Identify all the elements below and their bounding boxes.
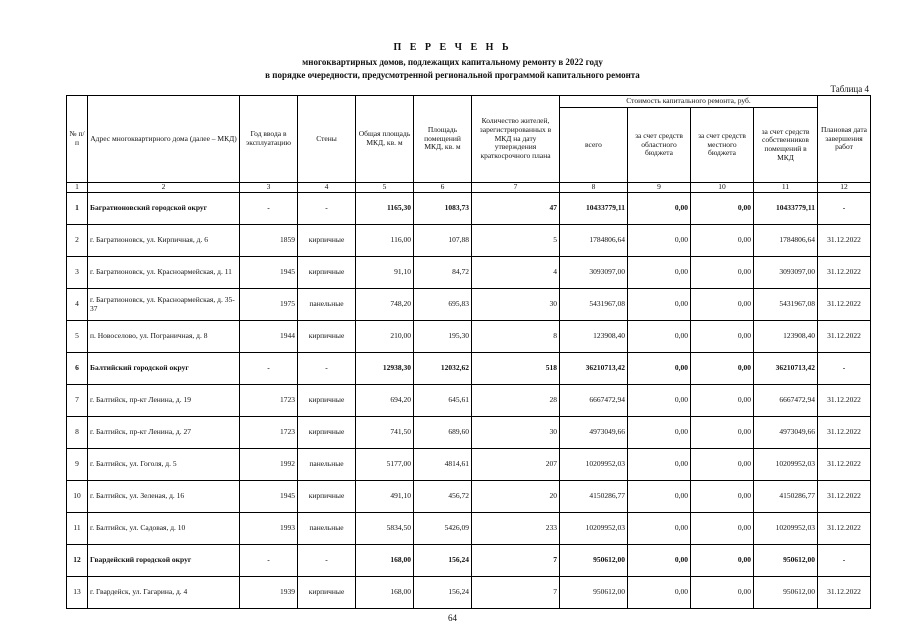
row-walls: панельные (298, 449, 356, 481)
row-cost-owners: 36210713,42 (754, 353, 818, 385)
row-address: Балтийский городской округ (88, 353, 240, 385)
row-cost-total: 123908,40 (560, 321, 628, 353)
row-cost-regional: 0,00 (628, 513, 691, 545)
row-planned-date: 31.12.2022 (818, 577, 871, 609)
row-residents: 5 (472, 225, 560, 257)
row-premises-area: 12032,62 (414, 353, 472, 385)
page-number: 64 (448, 613, 457, 623)
row-number: 1 (67, 193, 88, 225)
header-year: Год ввода в эксплуатацию (240, 96, 298, 183)
row-cost-owners: 123908,40 (754, 321, 818, 353)
row-year: - (240, 353, 298, 385)
column-number: 7 (472, 183, 560, 193)
row-planned-date: 31.12.2022 (818, 225, 871, 257)
row-address: г. Балтийск, ул. Садовая, д. 10 (88, 513, 240, 545)
row-walls: - (298, 193, 356, 225)
header-planned-date: Плановая дата завершения работ (818, 96, 871, 183)
row-address: Гвардейский городской округ (88, 545, 240, 577)
row-premises-area: 456,72 (414, 481, 472, 513)
row-year: 1993 (240, 513, 298, 545)
row-total-area: 491,10 (356, 481, 414, 513)
row-premises-area: 689,60 (414, 417, 472, 449)
row-residents: 233 (472, 513, 560, 545)
column-number-row (67, 183, 871, 193)
row-premises-area: 156,24 (414, 577, 472, 609)
row-cost-regional: 0,00 (628, 257, 691, 289)
column-number: 10 (691, 183, 754, 193)
row-cost-local: 0,00 (691, 257, 754, 289)
row-number: 9 (67, 449, 88, 481)
row-planned-date: 31.12.2022 (818, 513, 871, 545)
row-cost-regional: 0,00 (628, 449, 691, 481)
row-year: 1944 (240, 321, 298, 353)
column-number: 8 (560, 183, 628, 193)
row-total-area: 748,20 (356, 289, 414, 321)
row-planned-date: 31.12.2022 (818, 321, 871, 353)
row-cost-regional: 0,00 (628, 353, 691, 385)
row-total-area: 210,00 (356, 321, 414, 353)
column-number: 6 (414, 183, 472, 193)
row-cost-total: 950612,00 (560, 545, 628, 577)
row-address: г. Багратионовск, ул. Кирпичная, д. 6 (88, 225, 240, 257)
table-row (67, 385, 871, 417)
row-number: 3 (67, 257, 88, 289)
row-planned-date: 31.12.2022 (818, 257, 871, 289)
row-premises-area: 84,72 (414, 257, 472, 289)
row-cost-owners: 950612,00 (754, 545, 818, 577)
row-address: г. Балтийск, пр-кт Ленина, д. 19 (88, 385, 240, 417)
row-cost-owners: 10209952,03 (754, 449, 818, 481)
row-cost-local: 0,00 (691, 353, 754, 385)
table-row-district-total (67, 353, 871, 385)
row-residents: 30 (472, 417, 560, 449)
row-cost-total: 4973049,66 (560, 417, 628, 449)
row-residents: 30 (472, 289, 560, 321)
row-cost-total: 3093097,00 (560, 257, 628, 289)
row-cost-owners: 3093097,00 (754, 257, 818, 289)
column-number: 4 (298, 183, 356, 193)
row-cost-local: 0,00 (691, 289, 754, 321)
header-cost-local: за счет средств местного бюджета (691, 108, 754, 183)
table-body (67, 183, 871, 609)
row-residents: 518 (472, 353, 560, 385)
row-premises-area: 195,30 (414, 321, 472, 353)
row-cost-local: 0,00 (691, 193, 754, 225)
row-address: г. Балтийск, пр-кт Ленина, д. 27 (88, 417, 240, 449)
row-total-area: 116,00 (356, 225, 414, 257)
row-premises-area: 1083,73 (414, 193, 472, 225)
header-residents: Количество жителей, зарегистрированных в МКД на дату утверждения краткосрочного плана (472, 96, 560, 183)
table-row (67, 577, 871, 609)
row-cost-total: 4150286,77 (560, 481, 628, 513)
row-cost-owners: 4150286,77 (754, 481, 818, 513)
header-cost-group: Стоимость капитального ремонта, руб. (560, 96, 818, 108)
row-planned-date: - (818, 193, 871, 225)
row-cost-local: 0,00 (691, 417, 754, 449)
row-cost-local: 0,00 (691, 225, 754, 257)
row-year: 1975 (240, 289, 298, 321)
row-address: п. Новоселово, ул. Пограничная, д. 8 (88, 321, 240, 353)
row-walls: кирпичные (298, 225, 356, 257)
header-address: Адрес многоквартирного дома (далее – МКД) (88, 96, 240, 183)
row-year: 1945 (240, 481, 298, 513)
column-number: 1 (67, 183, 88, 193)
table-row (67, 449, 871, 481)
row-residents: 28 (472, 385, 560, 417)
row-cost-owners: 4973049,66 (754, 417, 818, 449)
row-planned-date: - (818, 545, 871, 577)
column-number: 12 (818, 183, 871, 193)
row-cost-owners: 1784806,64 (754, 225, 818, 257)
row-total-area: 168,00 (356, 577, 414, 609)
row-cost-regional: 0,00 (628, 321, 691, 353)
row-cost-regional: 0,00 (628, 289, 691, 321)
row-cost-local: 0,00 (691, 513, 754, 545)
header-premises-area: Площадь помещений МКД, кв. м (414, 96, 472, 183)
row-number: 2 (67, 225, 88, 257)
header-cost-total: всего (560, 108, 628, 183)
table-row-district-total (67, 193, 871, 225)
document-subtitle-line2: в порядке очередности, предусмотренной региональной программой капитального ремонта (265, 70, 640, 80)
row-residents: 7 (472, 545, 560, 577)
row-walls: кирпичные (298, 577, 356, 609)
row-planned-date: 31.12.2022 (818, 481, 871, 513)
row-number: 4 (67, 289, 88, 321)
row-cost-regional: 0,00 (628, 577, 691, 609)
column-number: 9 (628, 183, 691, 193)
row-total-area: 168,00 (356, 545, 414, 577)
row-premises-area: 695,83 (414, 289, 472, 321)
table-row-district-total (67, 545, 871, 577)
row-number: 8 (67, 417, 88, 449)
row-address: г. Балтийск, ул. Зеленая, д. 16 (88, 481, 240, 513)
table-row (67, 513, 871, 545)
row-cost-total: 1784806,64 (560, 225, 628, 257)
row-cost-total: 950612,00 (560, 577, 628, 609)
row-total-area: 5834,50 (356, 513, 414, 545)
row-address: г. Багратионовск, ул. Красноармейская, д. 11 (88, 257, 240, 289)
column-number: 5 (356, 183, 414, 193)
row-year: 1859 (240, 225, 298, 257)
row-total-area: 12938,30 (356, 353, 414, 385)
row-total-area: 91,10 (356, 257, 414, 289)
row-total-area: 741,50 (356, 417, 414, 449)
row-cost-total: 10209952,03 (560, 449, 628, 481)
row-cost-total: 10209952,03 (560, 513, 628, 545)
row-residents: 47 (472, 193, 560, 225)
row-walls: панельные (298, 289, 356, 321)
row-premises-area: 4814,61 (414, 449, 472, 481)
row-residents: 20 (472, 481, 560, 513)
row-residents: 8 (472, 321, 560, 353)
row-cost-total: 5431967,08 (560, 289, 628, 321)
row-total-area: 694,20 (356, 385, 414, 417)
row-planned-date: 31.12.2022 (818, 385, 871, 417)
row-year: - (240, 545, 298, 577)
row-cost-local: 0,00 (691, 449, 754, 481)
table-row (67, 257, 871, 289)
row-year: 1945 (240, 257, 298, 289)
row-cost-regional: 0,00 (628, 545, 691, 577)
document-title: П Е Р Е Ч Е Н Ь (393, 42, 512, 53)
houses-table (66, 95, 871, 609)
row-premises-area: 645,61 (414, 385, 472, 417)
row-cost-local: 0,00 (691, 481, 754, 513)
row-number: 10 (67, 481, 88, 513)
row-year: 1992 (240, 449, 298, 481)
row-premises-area: 156,24 (414, 545, 472, 577)
row-cost-local: 0,00 (691, 385, 754, 417)
row-number: 7 (67, 385, 88, 417)
row-cost-local: 0,00 (691, 545, 754, 577)
row-walls: кирпичные (298, 481, 356, 513)
row-number: 6 (67, 353, 88, 385)
row-planned-date: 31.12.2022 (818, 417, 871, 449)
row-address: Багратионовский городской округ (88, 193, 240, 225)
row-cost-regional: 0,00 (628, 385, 691, 417)
table-row (67, 481, 871, 513)
header-total-area: Общая площадь МКД, кв. м (356, 96, 414, 183)
row-walls: - (298, 545, 356, 577)
column-number: 2 (88, 183, 240, 193)
row-total-area: 1165,30 (356, 193, 414, 225)
table-row (67, 289, 871, 321)
row-planned-date: 31.12.2022 (818, 449, 871, 481)
header-walls: Стены (298, 96, 356, 183)
row-year: 1939 (240, 577, 298, 609)
row-premises-area: 107,88 (414, 225, 472, 257)
table-row (67, 417, 871, 449)
row-walls: кирпичные (298, 321, 356, 353)
row-cost-owners: 10433779,11 (754, 193, 818, 225)
table-label: Таблица 4 (830, 84, 869, 94)
row-number: 11 (67, 513, 88, 545)
row-cost-regional: 0,00 (628, 417, 691, 449)
column-number: 3 (240, 183, 298, 193)
row-cost-owners: 10209952,03 (754, 513, 818, 545)
row-address: г. Балтийск, ул. Гоголя, д. 5 (88, 449, 240, 481)
row-walls: кирпичные (298, 257, 356, 289)
header-cost-regional: за счет средств областного бюджета (628, 108, 691, 183)
header-cost-owners: за счет средств собственников помещений в МКД (754, 108, 818, 183)
row-number: 5 (67, 321, 88, 353)
row-cost-regional: 0,00 (628, 225, 691, 257)
header-num: № п/п (67, 96, 88, 183)
row-premises-area: 5426,09 (414, 513, 472, 545)
row-cost-local: 0,00 (691, 577, 754, 609)
row-cost-local: 0,00 (691, 321, 754, 353)
table-row (67, 225, 871, 257)
row-cost-total: 36210713,42 (560, 353, 628, 385)
row-number: 12 (67, 545, 88, 577)
row-year: 1723 (240, 417, 298, 449)
document-subtitle-line1: многоквартирных домов, подлежащих капитальному ремонту в 2022 году (302, 57, 603, 67)
row-walls: - (298, 353, 356, 385)
row-address: г. Гвардейск, ул. Гагарина, д. 4 (88, 577, 240, 609)
row-cost-owners: 5431967,08 (754, 289, 818, 321)
row-cost-regional: 0,00 (628, 481, 691, 513)
row-residents: 7 (472, 577, 560, 609)
table-row (67, 321, 871, 353)
row-cost-total: 10433779,11 (560, 193, 628, 225)
row-walls: панельные (298, 513, 356, 545)
row-cost-owners: 950612,00 (754, 577, 818, 609)
row-planned-date: - (818, 353, 871, 385)
row-cost-regional: 0,00 (628, 193, 691, 225)
row-residents: 4 (472, 257, 560, 289)
row-year: - (240, 193, 298, 225)
row-total-area: 5177,00 (356, 449, 414, 481)
row-cost-owners: 6667472,94 (754, 385, 818, 417)
row-number: 13 (67, 577, 88, 609)
row-cost-total: 6667472,94 (560, 385, 628, 417)
row-residents: 207 (472, 449, 560, 481)
row-year: 1723 (240, 385, 298, 417)
row-walls: кирпичные (298, 385, 356, 417)
row-address: г. Багратионовск, ул. Красноармейская, д. 35-37 (88, 289, 240, 321)
row-planned-date: 31.12.2022 (818, 289, 871, 321)
column-number: 11 (754, 183, 818, 193)
row-walls: кирпичные (298, 417, 356, 449)
